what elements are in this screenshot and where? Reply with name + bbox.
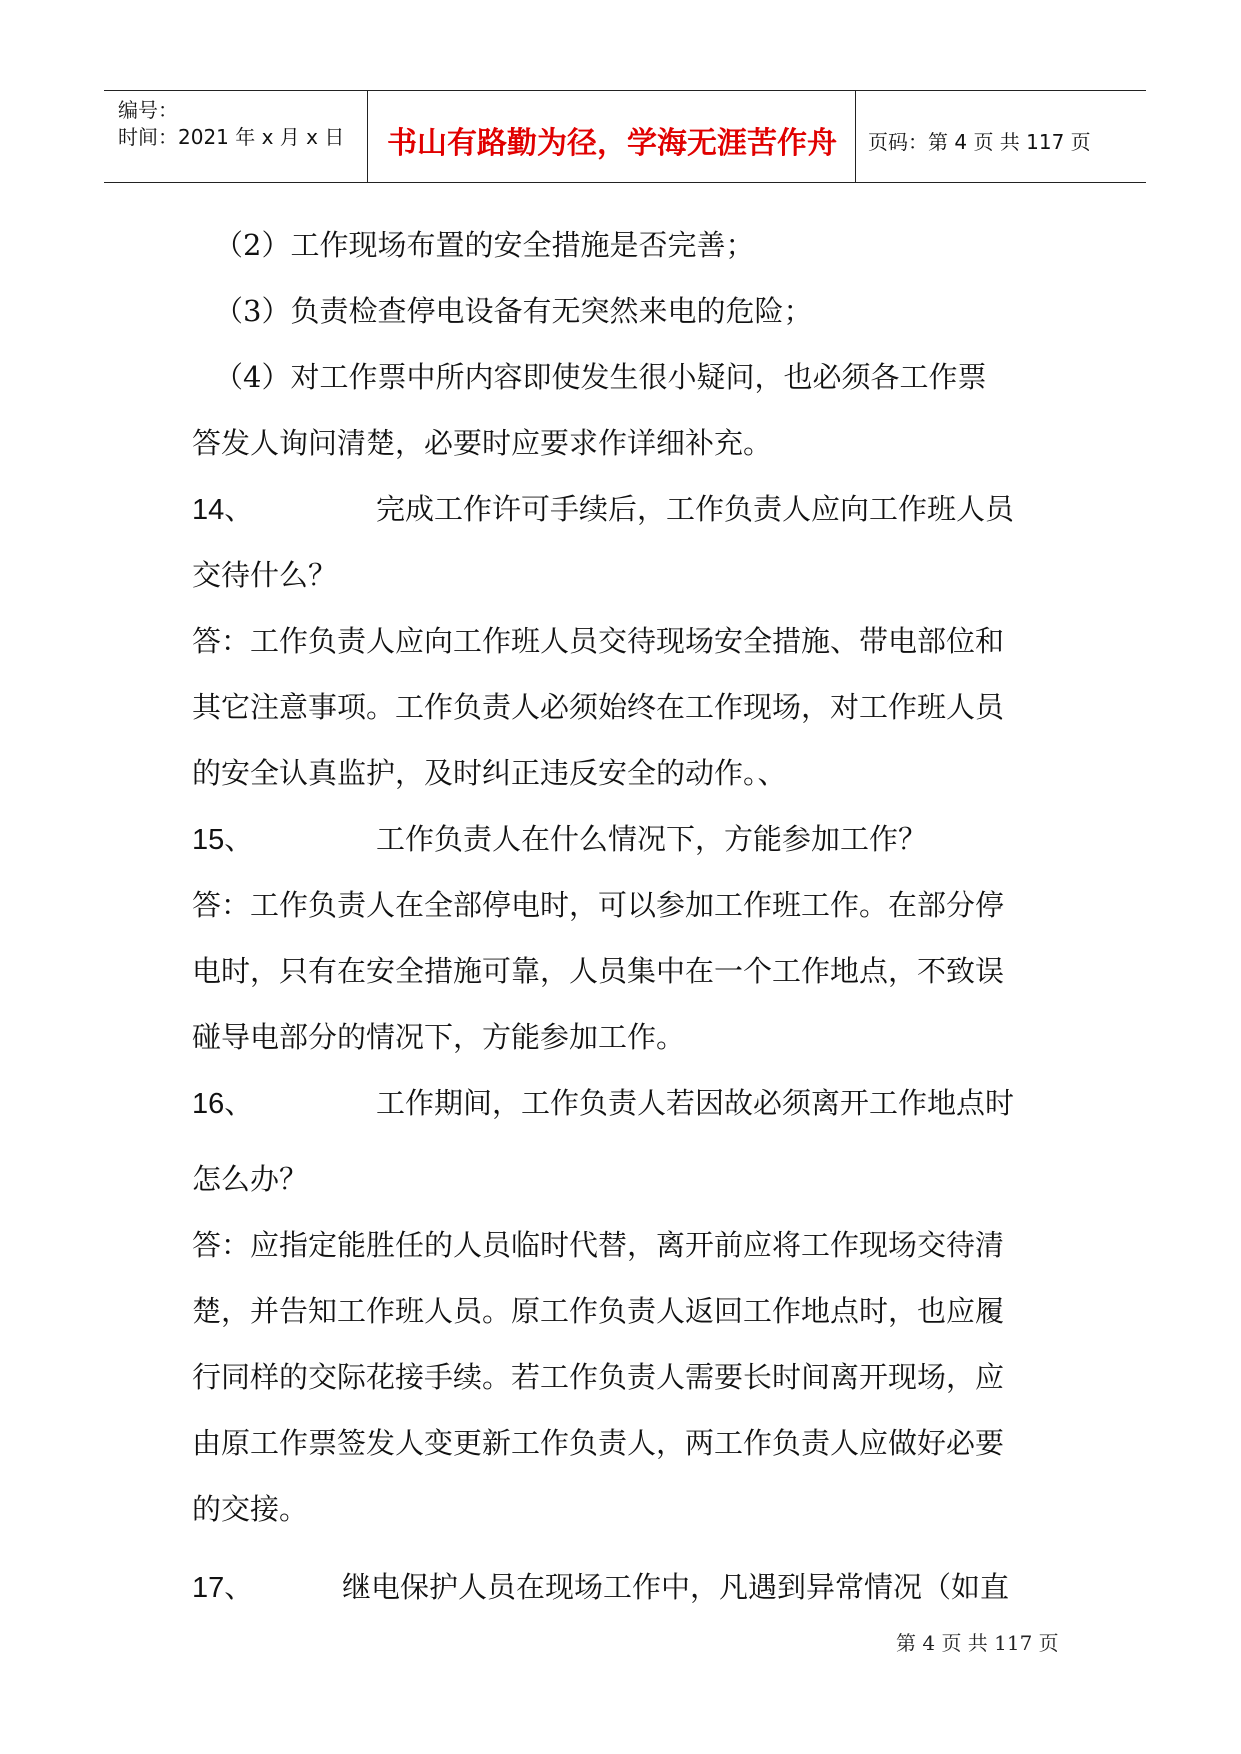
text-line bbox=[192, 212, 1062, 278]
text-line bbox=[192, 674, 1062, 740]
header-bottom-rule bbox=[104, 182, 1146, 183]
question-line bbox=[192, 1070, 1062, 1136]
line-text: 电时，只有在安全措施可靠，人员集中在一个工作地点，不致误 bbox=[192, 954, 1005, 988]
header-divider-left bbox=[367, 90, 368, 182]
header-page-label: 页码：第 4 页 共 117 页 bbox=[868, 130, 1091, 154]
text-line bbox=[192, 1146, 1062, 1212]
question-line bbox=[192, 806, 1062, 872]
header-motto: 书山有路勤为径，学海无涯苦作舟 bbox=[387, 126, 837, 161]
line-text: 答：工作负责人在全部停电时，可以参加工作班工作。在部分停 bbox=[192, 888, 1005, 922]
line-text: 由原工作票签发人变更新工作负责人，两工作负责人应做好必要 bbox=[192, 1426, 1005, 1460]
page-footer: 第 4 页 共 117 页 bbox=[896, 1631, 1059, 1655]
document-body bbox=[192, 212, 1062, 1620]
text-line bbox=[192, 1278, 1062, 1344]
text-line bbox=[192, 1212, 1062, 1278]
question-line bbox=[192, 1554, 1062, 1620]
question-number: 14、 bbox=[192, 494, 254, 526]
text-line bbox=[192, 344, 1062, 410]
header-top-rule bbox=[104, 90, 1146, 91]
line-text: 的安全认真监护，及时纠正违反安全的动作。、 bbox=[192, 756, 787, 790]
line-text: （3）负责检查停电设备有无突然来电的危险； bbox=[214, 294, 813, 328]
line-text: 工作期间，工作负责人若因故必须离开工作地点时 bbox=[376, 1086, 1015, 1120]
line-text: 继电保护人员在现场工作中，凡遇到异常情况（如直 bbox=[342, 1570, 1010, 1604]
line-text: 的交接。 bbox=[192, 1492, 309, 1526]
text-line bbox=[192, 872, 1062, 938]
line-text: 怎么办？ bbox=[192, 1162, 309, 1196]
line-text: 答发人询问清楚，必要时应要求作详细补充。 bbox=[192, 426, 773, 460]
line-text: 答：应指定能胜任的人员临时代替，离开前应将工作现场交待清 bbox=[192, 1228, 1005, 1262]
question-number: 17、 bbox=[192, 1572, 254, 1604]
header-code-label: 编号： bbox=[118, 98, 178, 122]
question-number: 15、 bbox=[192, 824, 254, 856]
header-divider-right bbox=[855, 90, 856, 182]
text-line bbox=[192, 740, 1062, 806]
line-text: 楚，并告知工作班人员。原工作负责人返回工作地点时，也应履 bbox=[192, 1294, 1005, 1328]
line-text: 工作负责人在什么情况下，方能参加工作？ bbox=[376, 822, 928, 856]
line-text: 其它注意事项。工作负责人必须始终在工作现场，对工作班人员 bbox=[192, 690, 1005, 724]
line-text: 碰导电部分的情况下，方能参加工作。 bbox=[192, 1020, 686, 1054]
text-line bbox=[192, 608, 1062, 674]
header-time-label: 时间：2021 年 x 月 x 日 bbox=[118, 125, 345, 149]
question-number: 16、 bbox=[192, 1088, 254, 1120]
text-line bbox=[192, 542, 1062, 608]
line-text: 交待什么？ bbox=[192, 558, 338, 592]
text-line bbox=[192, 1344, 1062, 1410]
text-line bbox=[192, 278, 1062, 344]
text-line bbox=[192, 938, 1062, 1004]
line-text: 行同样的交际花接手续。若工作负责人需要长时间离开现场，应 bbox=[192, 1360, 1005, 1394]
text-line bbox=[192, 410, 1062, 476]
line-text: 完成工作许可手续后，工作负责人应向工作班人员 bbox=[376, 492, 1015, 526]
text-line bbox=[192, 1476, 1062, 1542]
line-text: （4）对工作票中所内容即使发生很小疑问，也必须各工作票 bbox=[214, 360, 987, 394]
line-text: 答：工作负责人应向工作班人员交待现场安全措施、带电部位和 bbox=[192, 624, 1005, 658]
text-line bbox=[192, 1004, 1062, 1070]
question-line bbox=[192, 476, 1062, 542]
text-line bbox=[192, 1410, 1062, 1476]
line-text: （2）工作现场布置的安全措施是否完善； bbox=[214, 228, 755, 262]
